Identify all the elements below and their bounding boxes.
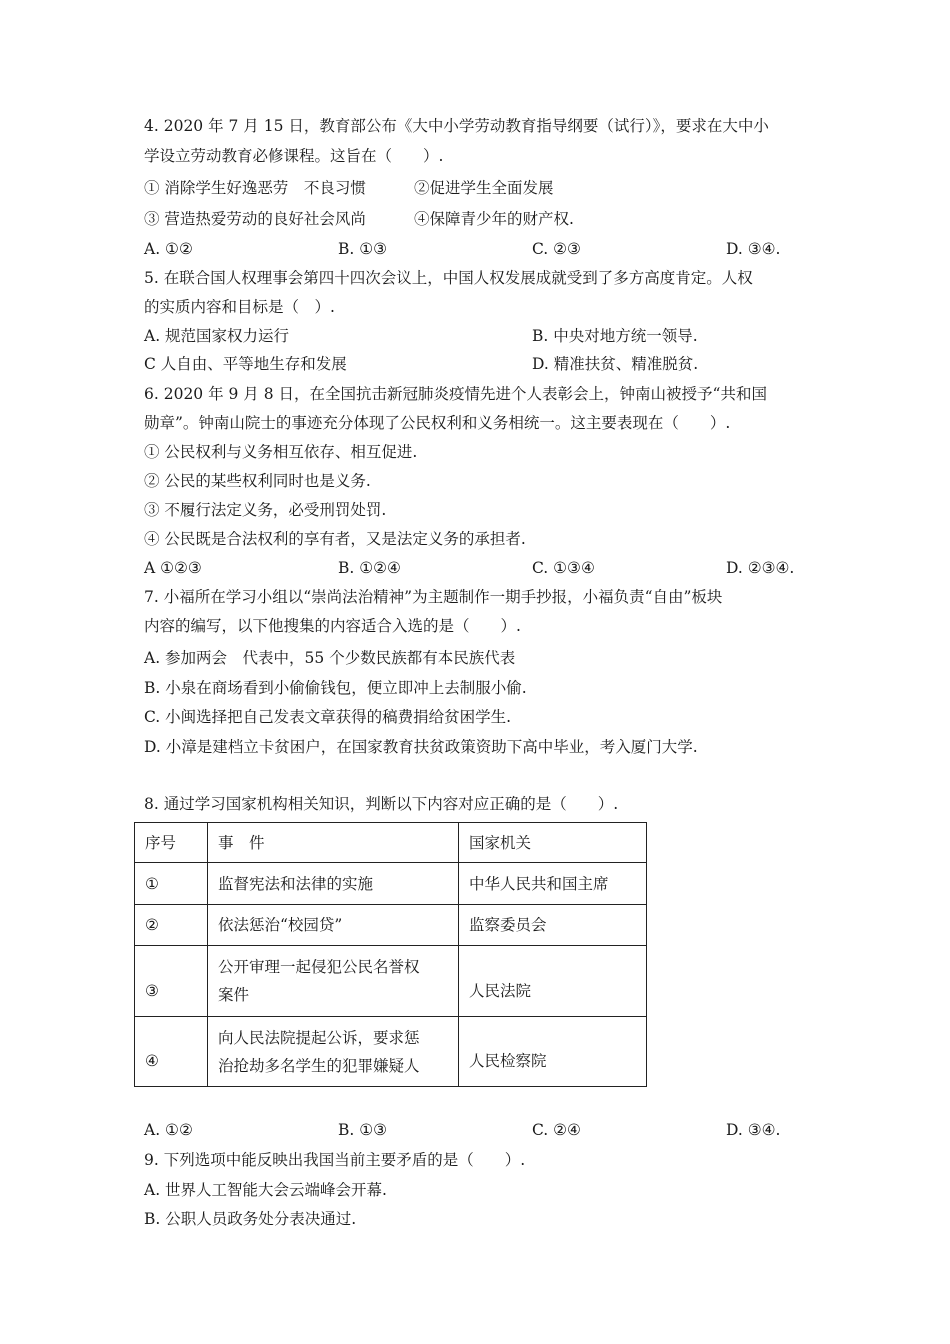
q5-choice-c[interactable]: C 人自由、平等地生存和发展 (144, 355, 347, 373)
q9-stem-line1: 9. 下列选项中能反映出我国当前主要矛盾的是（ ）. (144, 1151, 526, 1169)
row-event-line1: 向人民法院提起公诉，要求惩 (218, 1028, 420, 1047)
row-event: 依法惩治“校园贷” (208, 905, 459, 946)
q9-choice-a[interactable]: A. 世界人工智能大会云端峰会开幕. (144, 1181, 387, 1199)
row-no: ③ (135, 946, 208, 1017)
q4-choice-d[interactable]: D. ③④. (726, 240, 781, 258)
header-organ: 国家机关 (459, 823, 647, 863)
row-organ: 人民检察院 (459, 1017, 647, 1087)
header-no: 序号 (135, 823, 208, 863)
q6-choice-c[interactable]: C. ①③④ (532, 559, 595, 577)
q4-choice-b[interactable]: B. ①③ (338, 240, 388, 258)
q6-choice-d[interactable]: D. ②③④. (726, 559, 795, 577)
q7-choice-d[interactable]: D. 小漳是建档立卡贫困户，在国家教育扶贫政策资助下高中毕业，考入厦门大学. (144, 738, 698, 756)
q6-choice-a[interactable]: A ①②③ (144, 559, 202, 577)
q6-stem-line2: 勋章”。钟南山院士的事迹充分体现了公民权利和义务相统一。这主要表现在（ ）. (144, 414, 731, 432)
row-event (208, 1017, 459, 1087)
q6-statement-4: ④ 公民既是合法权利的享有者，又是法定义务的承担者. (144, 530, 526, 548)
row-organ: 中华人民共和国主席 (459, 863, 647, 905)
row-no: ④ (135, 1017, 208, 1087)
q4-statement-2: ②促进学生全面发展 (414, 179, 554, 197)
row-no: ① (135, 863, 208, 905)
q8-organ-table (134, 822, 647, 1087)
row-event (208, 946, 459, 1017)
table-row (135, 905, 647, 946)
q5-choice-a[interactable]: A. 规范国家权力运行 (144, 327, 290, 345)
q6-statement-3: ③ 不履行法定义务，必受刑罚处罚. (144, 501, 387, 519)
q7-stem-line1: 7. 小福所在学习小组以“崇尚法治精神”为主题制作一期手抄报，小福负责“自由”板块 (144, 588, 723, 606)
q7-choice-b[interactable]: B. 小泉在商场看到小偷偷钱包，便立即冲上去制服小偷. (144, 679, 527, 697)
table-row (135, 946, 647, 1017)
q5-stem-line1: 5. 在联合国人权理事会第四十四次会议上，中国人权发展成就受到了多方高度肯定。人权 (144, 269, 753, 287)
row-organ: 人民法院 (459, 946, 647, 1017)
q4-choice-a[interactable]: A. ①② (144, 240, 193, 258)
q4-stem-line1: 4. 2020 年 7 月 15 日，教育部公布《大中小学劳动教育指导纲要（试行）》，要求在大中小 (144, 117, 769, 135)
q6-statement-2: ② 公民的某些权利同时也是义务. (144, 472, 371, 490)
row-event-line2: 案件 (218, 986, 250, 1004)
q4-statement-4: ④保障青少年的财产权. (414, 210, 574, 228)
q7-choice-a[interactable]: A. 参加两会 代表中，55 个少数民族都有本民族代表 (144, 649, 516, 667)
table-row (135, 1017, 647, 1087)
q4-choice-c[interactable]: C. ②③ (532, 240, 581, 258)
q5-stem-line2: 的实质内容和目标是（ ）. (144, 298, 335, 316)
q7-stem-line2: 内容的编写，以下他搜集的内容适合入选的是（ ）. (144, 617, 521, 635)
table-row (135, 863, 647, 905)
header-event: 事 件 (208, 823, 459, 863)
q4-stem-line2: 学设立劳动教育必修课程。这旨在（ ）. (144, 147, 444, 165)
row-event-line1: 公开审理一起侵犯公民名誉权 (218, 958, 420, 976)
q9-choice-b[interactable]: B. 公职人员政务处分表决通过. (144, 1210, 357, 1228)
q8-choice-c[interactable]: C. ②④ (532, 1121, 581, 1139)
row-no: ② (135, 905, 208, 946)
q5-choice-d[interactable]: D. 精准扶贫、精准脱贫. (532, 355, 699, 373)
row-event: 监督宪法和法律的实施 (208, 863, 459, 905)
q5-choice-b[interactable]: B. 中央对地方统一领导. (532, 327, 698, 345)
q6-stem-line1: 6. 2020 年 9 月 8 日，在全国抗击新冠肺炎疫情先进个人表彰会上，钟南山被授予“共和国 (144, 385, 767, 403)
q8-stem-line1: 8. 通过学习国家机构相关知识，判断以下内容对应正确的是（ ）. (144, 795, 619, 813)
q8-choice-d[interactable]: D. ③④. (726, 1121, 781, 1139)
q8-choice-a[interactable]: A. ①② (144, 1121, 193, 1139)
q7-choice-c[interactable]: C. 小闽选择把自己发表文章获得的稿费捐给贫困学生. (144, 708, 512, 726)
q6-statement-1: ① 公民权利与义务相互依存、相互促进. (144, 443, 418, 461)
q6-choice-b[interactable]: B. ①②④ (338, 559, 401, 577)
row-event-line2: 治抢劫多名学生的犯罪嫌疑人 (218, 1056, 420, 1075)
q4-statement-1: ① 消除学生好逸恶劳 不良习惯 (144, 179, 366, 197)
table-header-row (135, 823, 647, 863)
q4-statement-3: ③ 营造热爱劳动的良好社会风尚 (144, 210, 366, 228)
row-organ: 监察委员会 (459, 905, 647, 946)
q8-choice-b[interactable]: B. ①③ (338, 1121, 388, 1139)
